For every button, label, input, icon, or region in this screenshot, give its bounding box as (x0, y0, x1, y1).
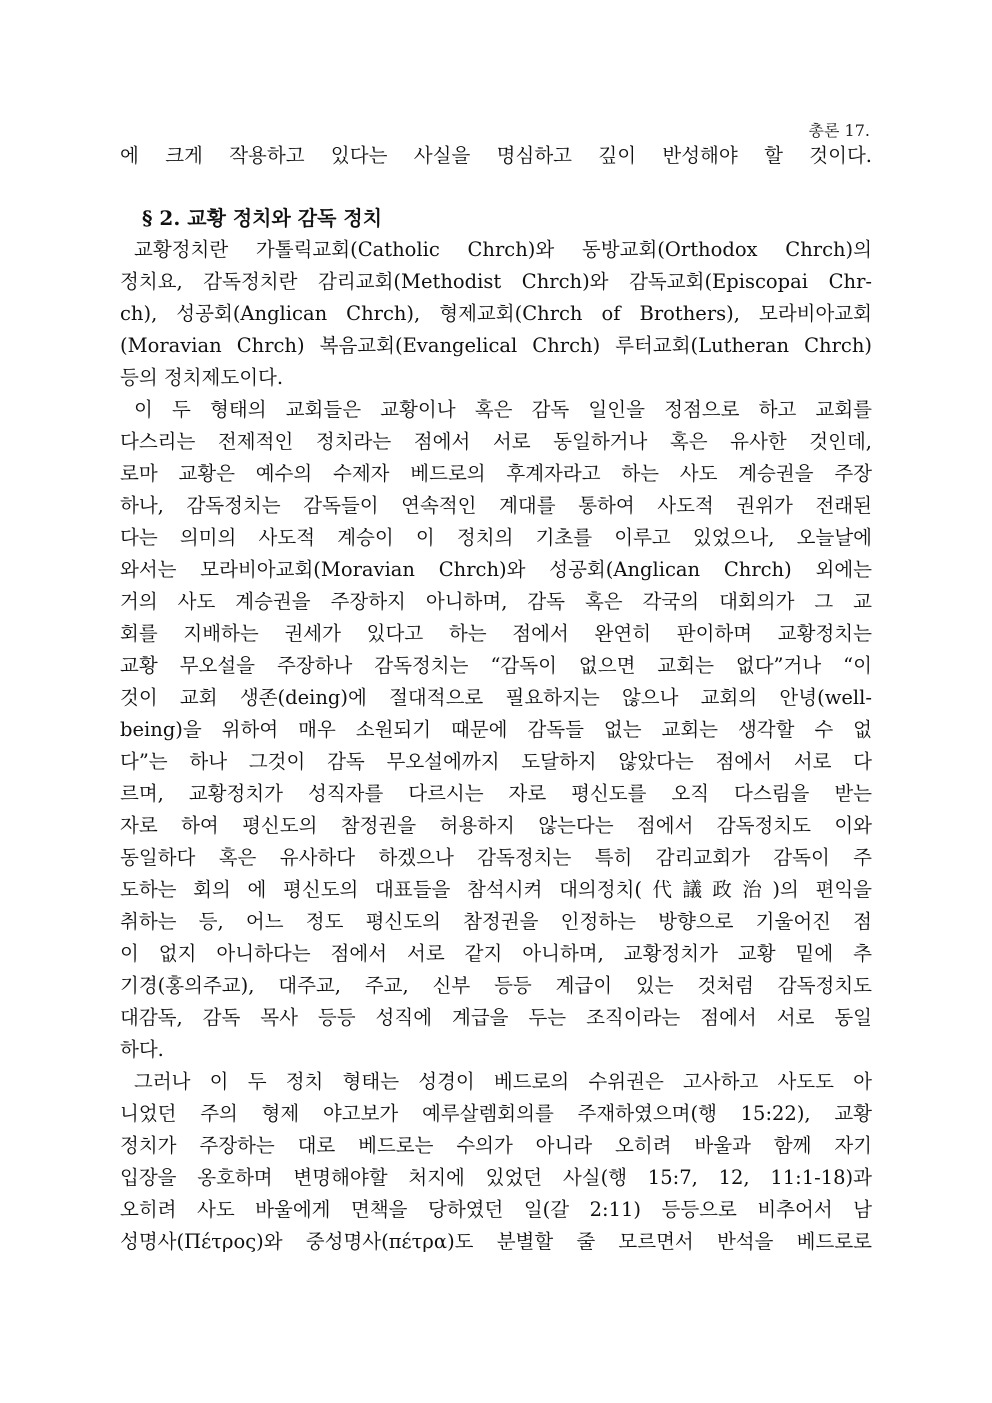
text-line: 하나, 감독정치는 감독들이 연속적인 계대를 통하여 사도적 권위가 전래된 (120, 494, 872, 517)
text-line: 와서는 모라비아교회(Moravian Chrch)와 성공회(Anglican Chrch) 외에는 (120, 558, 872, 581)
text-line: 거의 사도 계승권을 주장하지 아니하며, 감독 혹은 각국의 대회의가 그 교 (120, 590, 872, 613)
text-line: 교황정치란 가톨릭교회(Catholic Chrch)와 동방교회(Orthodox Chrch)의 (134, 238, 872, 261)
text-line: 정치요, 감독정치란 감리교회(Methodist Chrch)와 감독교회(Episcopai Chr- (120, 270, 872, 293)
text-line: 등의 정치제도이다. (120, 366, 284, 389)
text-line: 기경(홍의주교), 대주교, 주교, 신부 등등 계급이 있는 것처럼 감독정치도 (120, 974, 872, 997)
text-line: being)을 위하여 매우 소원되기 때문에 감독들 없는 교회는 생각할 수 없 (120, 718, 872, 741)
text-line: 다는 의미의 사도적 계승이 이 정치의 기초를 이루고 있었으나, 오늘날에 (120, 526, 872, 549)
text-line: 다”는 하나 그것이 감독 무오설에까지 도달하지 않았다는 점에서 서로 다 (120, 750, 872, 773)
text-line: 교황 무오설을 주장하나 감독정치는 “감독이 없으면 교회는 없다”거나 “이 (120, 654, 872, 677)
text-line: 그러나 이 두 정치 형태는 성경이 베드로의 수위권은 고사하고 사도도 아 (134, 1070, 872, 1093)
text-line: 하다. (120, 1038, 164, 1061)
text-line: 다스리는 전제적인 정치라는 점에서 서로 동일하거나 혹은 유사한 것인데, (120, 430, 872, 453)
text-line: 이 두 형태의 교회들은 교황이나 혹은 감독 일인을 정점으로 하고 교회를 (134, 398, 872, 421)
text-line: 것이 교회 생존(deing)에 절대적으로 필요하지는 않으나 교회의 안녕(well- (120, 686, 872, 709)
spacer (120, 172, 872, 202)
text-line: ch), 성공회(Anglican Chrch), 형제교회(Chrch of Brothers), 모라비아교회 (120, 302, 872, 325)
document-body (120, 140, 872, 1258)
text-line: 성명사(Πέτρος)와 중성명사(πέτρα)도 분별할 줄 모르면서 반석을 베드로로 (120, 1230, 872, 1253)
section-title: § 2. 교황 정치와 감독 정치 (142, 206, 383, 230)
text-line: 에 크게 작용하고 있다는 사실을 명심하고 깊이 반성해야 할 것이다. (120, 144, 872, 167)
text-line: 입장을 옹호하며 변명해야할 처지에 있었던 사실(행 15:7, 12, 11:1-18)과 (120, 1166, 872, 1189)
text-line: (Moravian Chrch) 복음교회(Evangelical Chrch) 루터교회(Lutheran Chrch) (120, 334, 872, 357)
text-line: 니었던 주의 형제 야고보가 예루살렘회의를 주재하였으며(행 15:22), 교황 (120, 1102, 872, 1125)
text-line: 취하는 등, 어느 정도 평신도의 참정권을 인정하는 방향으로 기울어진 점 (120, 910, 872, 933)
text-line: 회를 지배하는 권세가 있다고 하는 점에서 완연히 판이하며 교황정치는 (120, 622, 872, 645)
text-line: 도하는 회의 에 평신도의 대표들을 참석시켜 대의정치(代議政治)의 편익을 (120, 878, 872, 901)
running-head: 총론 17. (808, 121, 870, 140)
text-line: 르며, 교황정치가 성직자를 다르시는 자로 평신도를 오직 다스림을 받는 (120, 782, 872, 805)
text-line: 이 없지 아니하다는 점에서 서로 같지 아니하며, 교황정치가 교황 밑에 추 (120, 942, 872, 965)
text-line: 동일하다 혹은 유사하다 하겠으나 감독정치는 특히 감리교회가 감독이 주 (120, 846, 872, 869)
text-line: 로마 교황은 예수의 수제자 베드로의 후계자라고 하는 사도 계승권을 주장 (120, 462, 872, 485)
text-line: 대감독, 감독 목사 등등 성직에 계급을 두는 조직이라는 점에서 서로 동일 (120, 1006, 872, 1029)
text-line: 자로 하여 평신도의 참정권을 허용하지 않는다는 점에서 감독정치도 이와 (120, 814, 872, 837)
text-line: 오히려 사도 바울에게 면책을 당하였던 일(갈 2:11) 등등으로 비추어서 남 (120, 1198, 872, 1221)
text-line: 정치가 주장하는 대로 베드로는 수의가 아니라 오히려 바울과 함께 자기 (120, 1134, 872, 1157)
